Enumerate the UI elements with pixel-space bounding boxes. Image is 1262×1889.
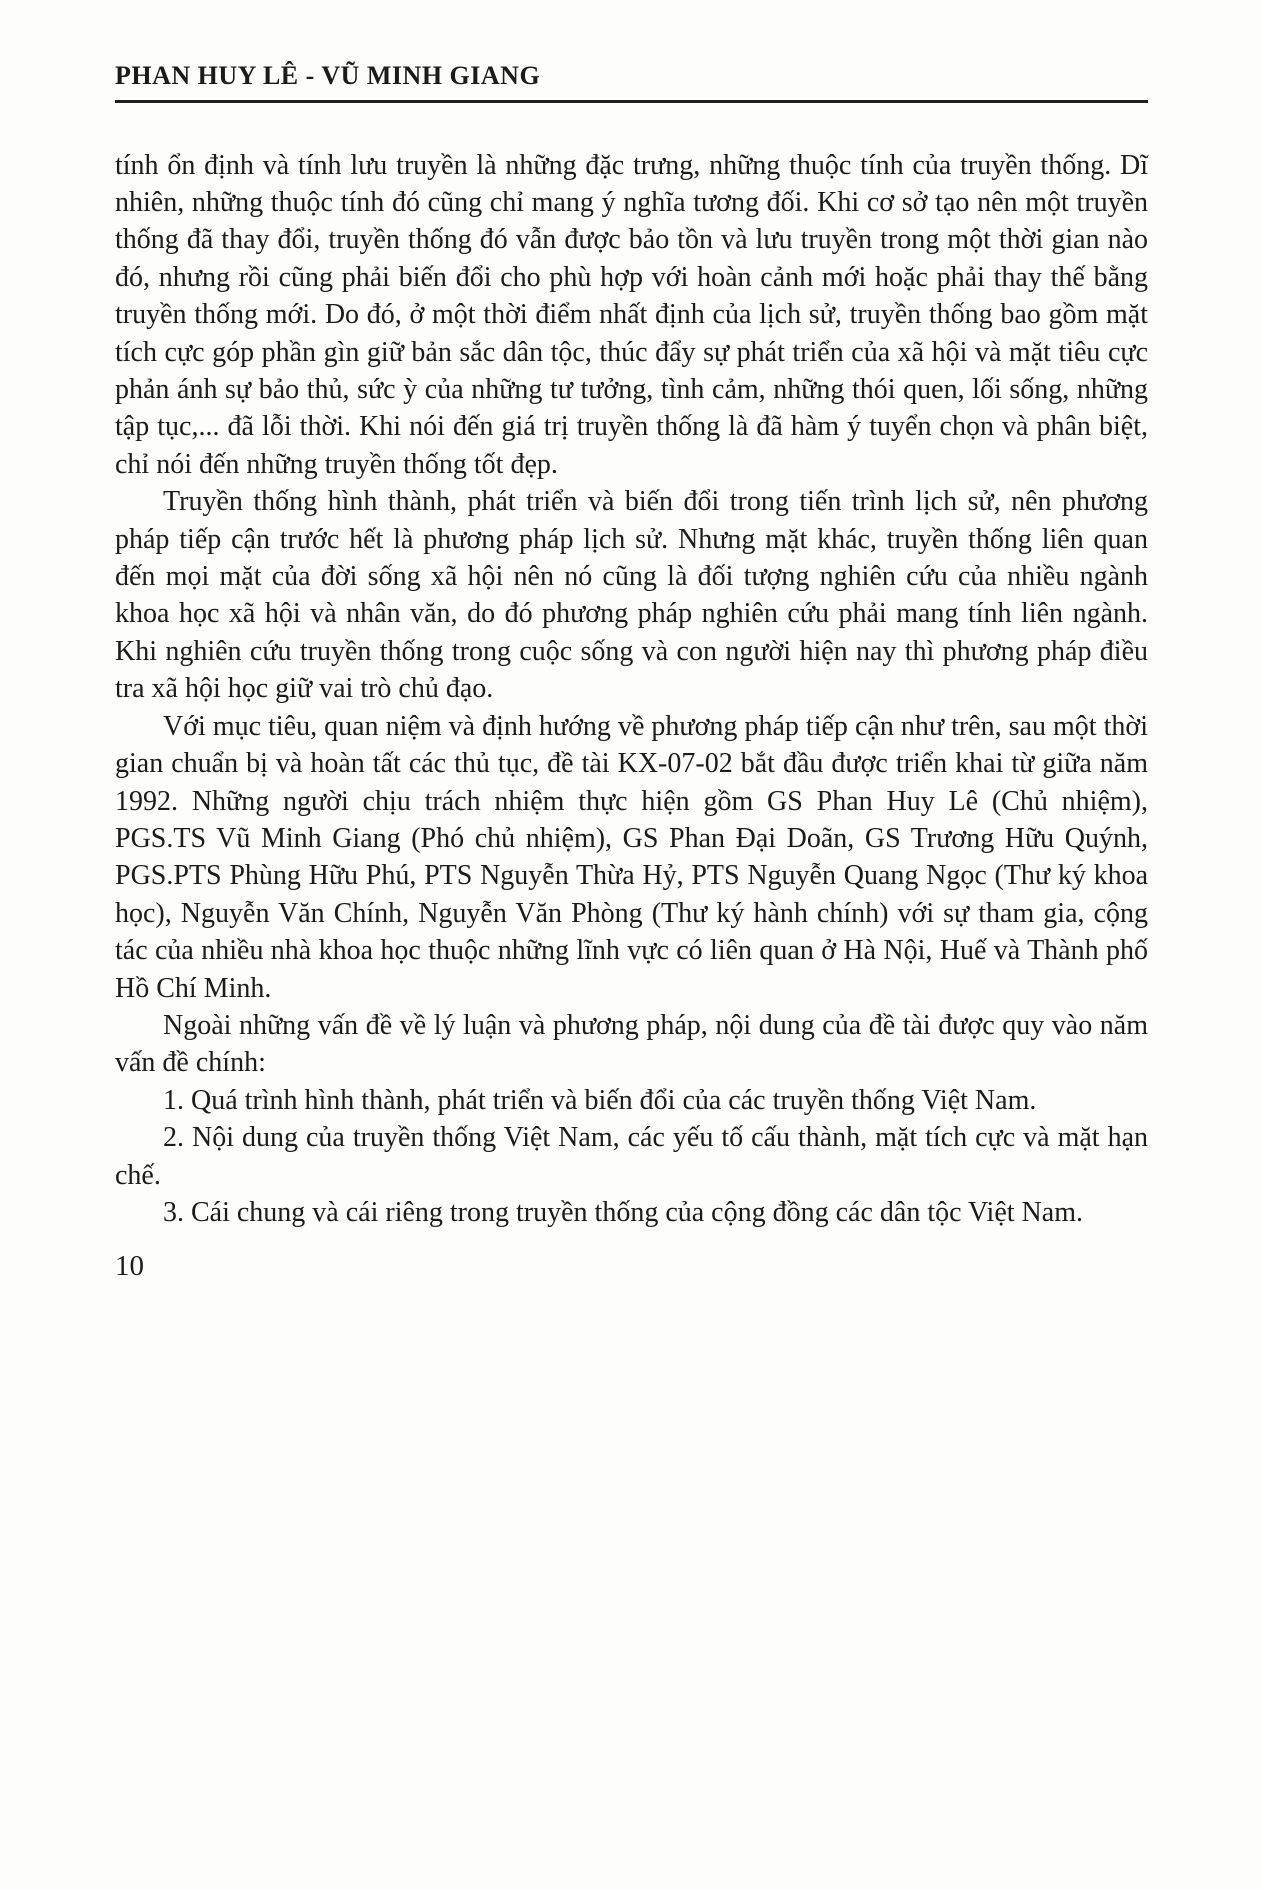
list-item-3: 3. Cái chung và cái riêng trong truyền thống của cộng đồng các dân tộc Việt Nam. (163, 1196, 1083, 1228)
paragraph: tính ổn định và tính lưu truyền là những đặc trưng, những thuộc tính của truyền thống. Dĩ nhiên, những thuộc tính đó cũng chỉ mang ý nghĩa tương đối. Khi cơ sở tạo nên một truyền thống đã thay đổi, truyền thống đó vẫn được bảo tồn và lưu truyền trong một thời gian nào đó, nhưng rồi cũng phải biến đổi cho phù hợp với hoàn cảnh mới hoặc phải thay thế bằng truyền thống mới. Do đó, ở một thời điểm nhất định của lịch sử, truyền thống bao gồm mặt tích cực góp phần gìn giữ bản sắc dân tộc, thúc đẩy sự phát triển của xã hội và mặt tiêu cực phản ánh sự bảo thủ, sức ỳ của những tư tưởng, tình cảm, những thói quen, lối sống, những tập tục,... đã lỗi thời. Khi nói đến giá trị truyền thống là đã hàm ý tuyển chọn và phân biệt, chỉ nói đến những truyền thống tốt đẹp. (115, 149, 1148, 480)
body-text (115, 147, 1148, 1232)
list-item-2: 2. Nội dung của truyền thống Việt Nam, các yếu tố cấu thành, mặt tích cực và mặt hạn chế. (115, 1122, 1148, 1191)
paragraph: Truyền thống hình thành, phát triển và biến đổi trong tiến trình lịch sử, nên phương pháp tiếp cận trước hết là phương pháp lịch sử. Nhưng mặt khác, truyền thống liên quan đến mọi mặt của đời sống xã hội nên nó cũng là đối tượng nghiên cứu của nhiều ngành khoa học xã hội và nhân văn, do đó phương pháp nghiên cứu phải mang tính liên ngành. Khi nghiên cứu truyền thống trong cuộc sống và con người hiện nay thì phương pháp điều tra xã hội học giữ vai trò chủ đạo. (115, 486, 1148, 705)
page-number: 10 (115, 1250, 144, 1283)
running-header: PHAN HUY LÊ - VŨ MINH GIANG (115, 62, 1148, 103)
paragraph: Với mục tiêu, quan niệm và định hướng về phương pháp tiếp cận như trên, sau một thời gian chuẩn bị và hoàn tất các thủ tục, đề tài KX-07-02 bắt đầu được triển khai từ giữa năm 1992. Những người chịu trách nhiệm thực hiện gồm GS Phan Huy Lê (Chủ nhiệm), PGS.TS Vũ Minh Giang (Phó chủ nhiệm), GS Phan Đại Doãn, GS Trương Hữu Quýnh, PGS.PTS Phùng Hữu Phú, PTS Nguyễn Thừa Hỷ, PTS Nguyễn Quang Ngọc (Thư ký khoa học), Nguyễn Văn Chính, Nguyễn Văn Phòng (Thư ký hành chính) với sự tham gia, cộng tác của nhiều nhà khoa học thuộc những lĩnh vực có liên quan ở Hà Nội, Huế và Thành phố Hồ Chí Minh. (115, 710, 1148, 1004)
paragraph: Ngoài những vấn đề về lý luận và phương pháp, nội dung của đề tài được quy vào năm vấn đề chính: (115, 1009, 1148, 1079)
list-item-1: 1. Quá trình hình thành, phát triển và biến đổi của các truyền thống Việt Nam. (163, 1084, 1037, 1116)
